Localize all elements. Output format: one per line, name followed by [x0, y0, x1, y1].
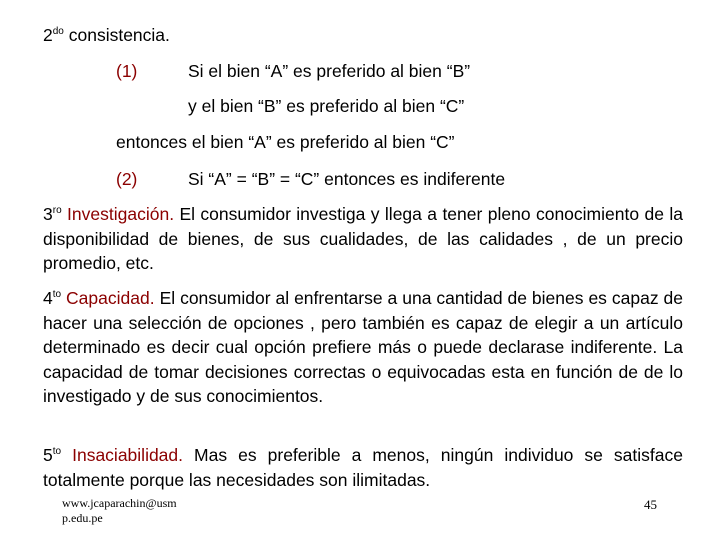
footer-email	[62, 496, 212, 526]
section3-ordinal: 3	[43, 204, 53, 224]
section4-ordinal-suffix: to	[52, 289, 62, 301]
section2-heading	[43, 24, 170, 46]
footer-email-line1: www.jcaparachin@usm	[62, 496, 177, 510]
item2-text: Si “A” = “B” = “C” entonces es indiferente	[188, 169, 506, 189]
section4-paragraph	[43, 286, 683, 409]
section4-title: Capacidad.	[66, 288, 155, 308]
section3-title: Investigación.	[67, 204, 175, 224]
item1-line2: y el bien “B” es preferido al bien “C”	[188, 96, 465, 116]
section2-title: consistencia.	[68, 25, 170, 45]
conclusion-line: entonces el bien “A” es preferido al bien “C”	[116, 132, 455, 152]
section5-body: Mas es preferible a menos, ningún individuo se satisface totalmente porque las necesidades son ilimitadas.	[43, 445, 683, 490]
section5-paragraph	[43, 443, 683, 492]
item1-line1: Si el bien “A” es preferido al bien “B”	[188, 61, 471, 81]
section3-body: El consumidor investiga y llega a tener pleno conocimiento de la disponibilidad de bienes, de sus cualidades, de las calidades , de un precio promedio, etc.	[43, 204, 683, 273]
section2-ordinal-suffix: do	[52, 26, 64, 38]
footer-email-line2: p.edu.pe	[62, 511, 103, 525]
section4-ordinal: 4	[43, 288, 53, 308]
section5-title: Insaciabilidad.	[72, 445, 184, 465]
item2-marker: (2)	[116, 169, 138, 189]
page-number: 45	[644, 497, 657, 512]
section4-body: El consumidor al enfrentarse a una cantidad de bienes es capaz de hacer una selección de opciones , pero también es capaz de elegir a un artículo determinado es decir cual opción prefiere más o puede declarase indiferente. La capacidad de tomar decisiones correctas o equivocadas esta en función de de lo investigado y de sus conocimientos.	[43, 288, 683, 406]
item1-marker: (1)	[116, 61, 138, 81]
section5-ordinal-suffix: to	[52, 446, 62, 458]
section5-ordinal: 5	[43, 445, 53, 465]
section3-paragraph	[43, 202, 683, 276]
section3-ordinal-suffix: ro	[52, 205, 62, 217]
section2-ordinal: 2	[43, 25, 53, 45]
